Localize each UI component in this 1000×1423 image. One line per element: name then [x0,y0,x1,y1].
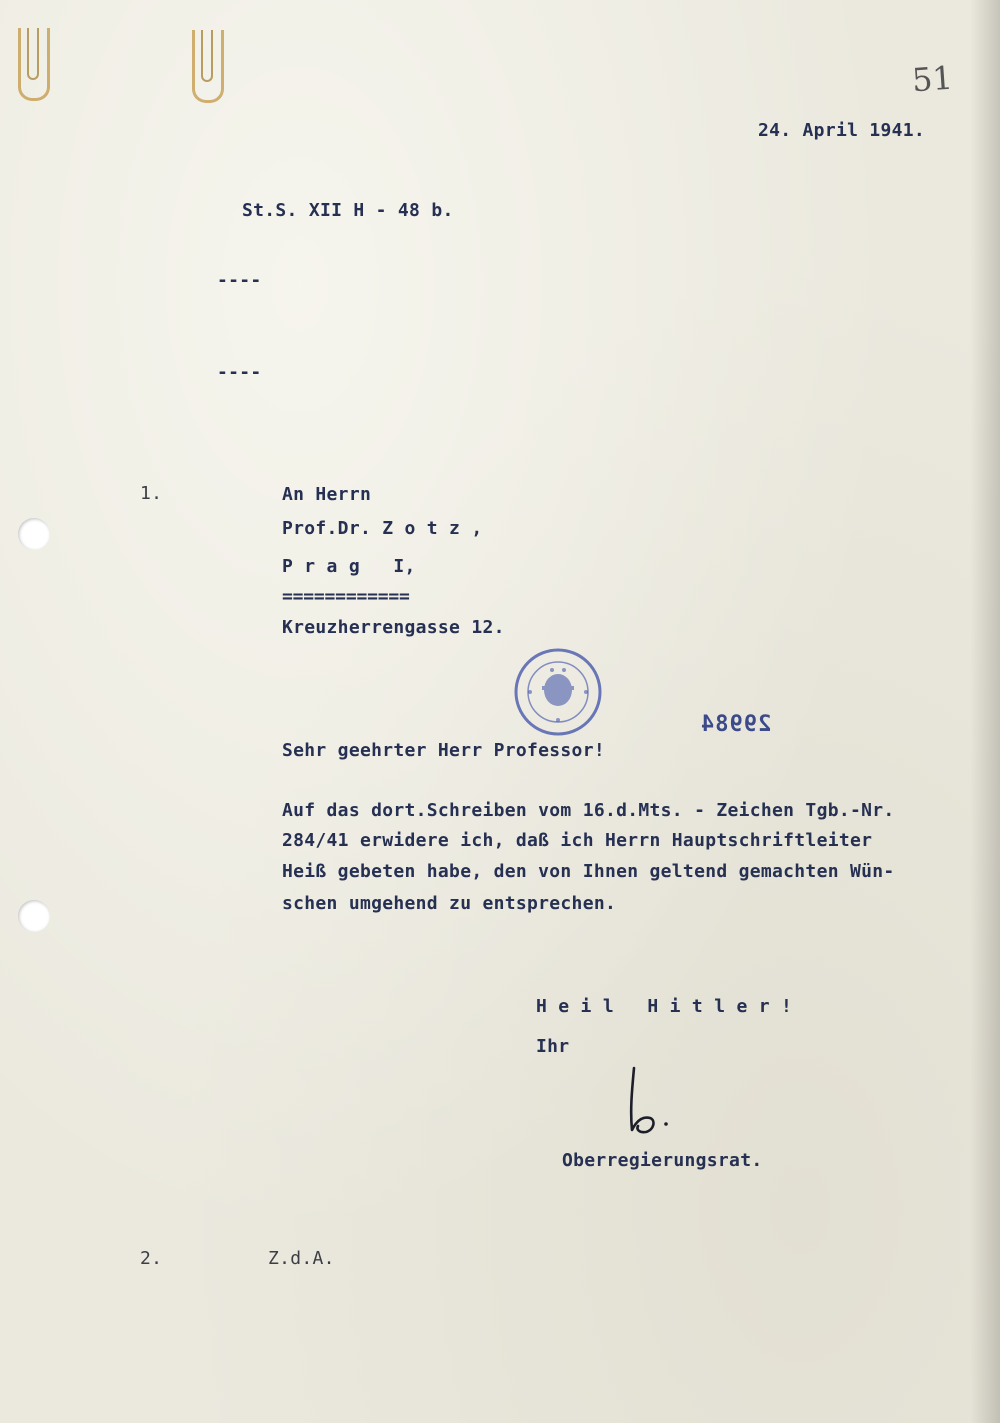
closing-salute: H e i l H i t l e r ! [536,996,793,1017]
dash-line-1: ---- [217,270,262,291]
body-line-1: Auf das dort.Schreiben vom 16.d.Mts. - Zeichen Tgb.-Nr. [282,800,895,821]
body-line-2: 284/41 erwidere ich, daß ich Herrn Hauptschriftleiter [282,830,873,851]
item-2-number: 2. [140,1248,163,1269]
signatory-title: Oberregierungsrat. [562,1150,763,1171]
paper-clip-left [18,28,50,101]
item-2-text: Z.d.A. [268,1248,335,1269]
reference-number: St.S. XII H - 48 b. [242,200,454,221]
letter-greeting: Sehr geehrter Herr Professor! [282,740,605,761]
received-stamp [512,646,604,738]
paper-clip-right [192,30,224,103]
recipient-street: Kreuzherrengasse 12. [282,617,505,638]
recipient-salutation-line: An Herrn [282,484,372,505]
body-line-3: Heiß gebeten habe, den von Ihnen geltend gemachten Wün- [282,861,895,882]
body-line-4: schen umgehend zu entsprechen. [282,893,617,914]
recipient-city: P r a g I, [282,556,416,577]
folio-number: 51 [910,58,954,100]
recipient-city-underline: ============ [282,586,410,607]
recipient-name: Prof.Dr. Z o t z , [282,518,483,539]
item-1-number: 1. [140,483,163,504]
dash-line-2: ---- [217,362,262,383]
punch-hole-bottom [18,900,50,932]
handwritten-signature [620,1060,690,1140]
paper-clip-right-inner [201,30,213,82]
letter-date: 24. April 1941. [758,120,926,141]
punch-hole-top [18,518,50,550]
closing-ihr: Ihr [536,1036,570,1057]
paper-clip-left-inner [27,28,39,80]
stamped-entry-number: 29984 [700,712,772,737]
page-edge-shadow [970,0,1000,1423]
